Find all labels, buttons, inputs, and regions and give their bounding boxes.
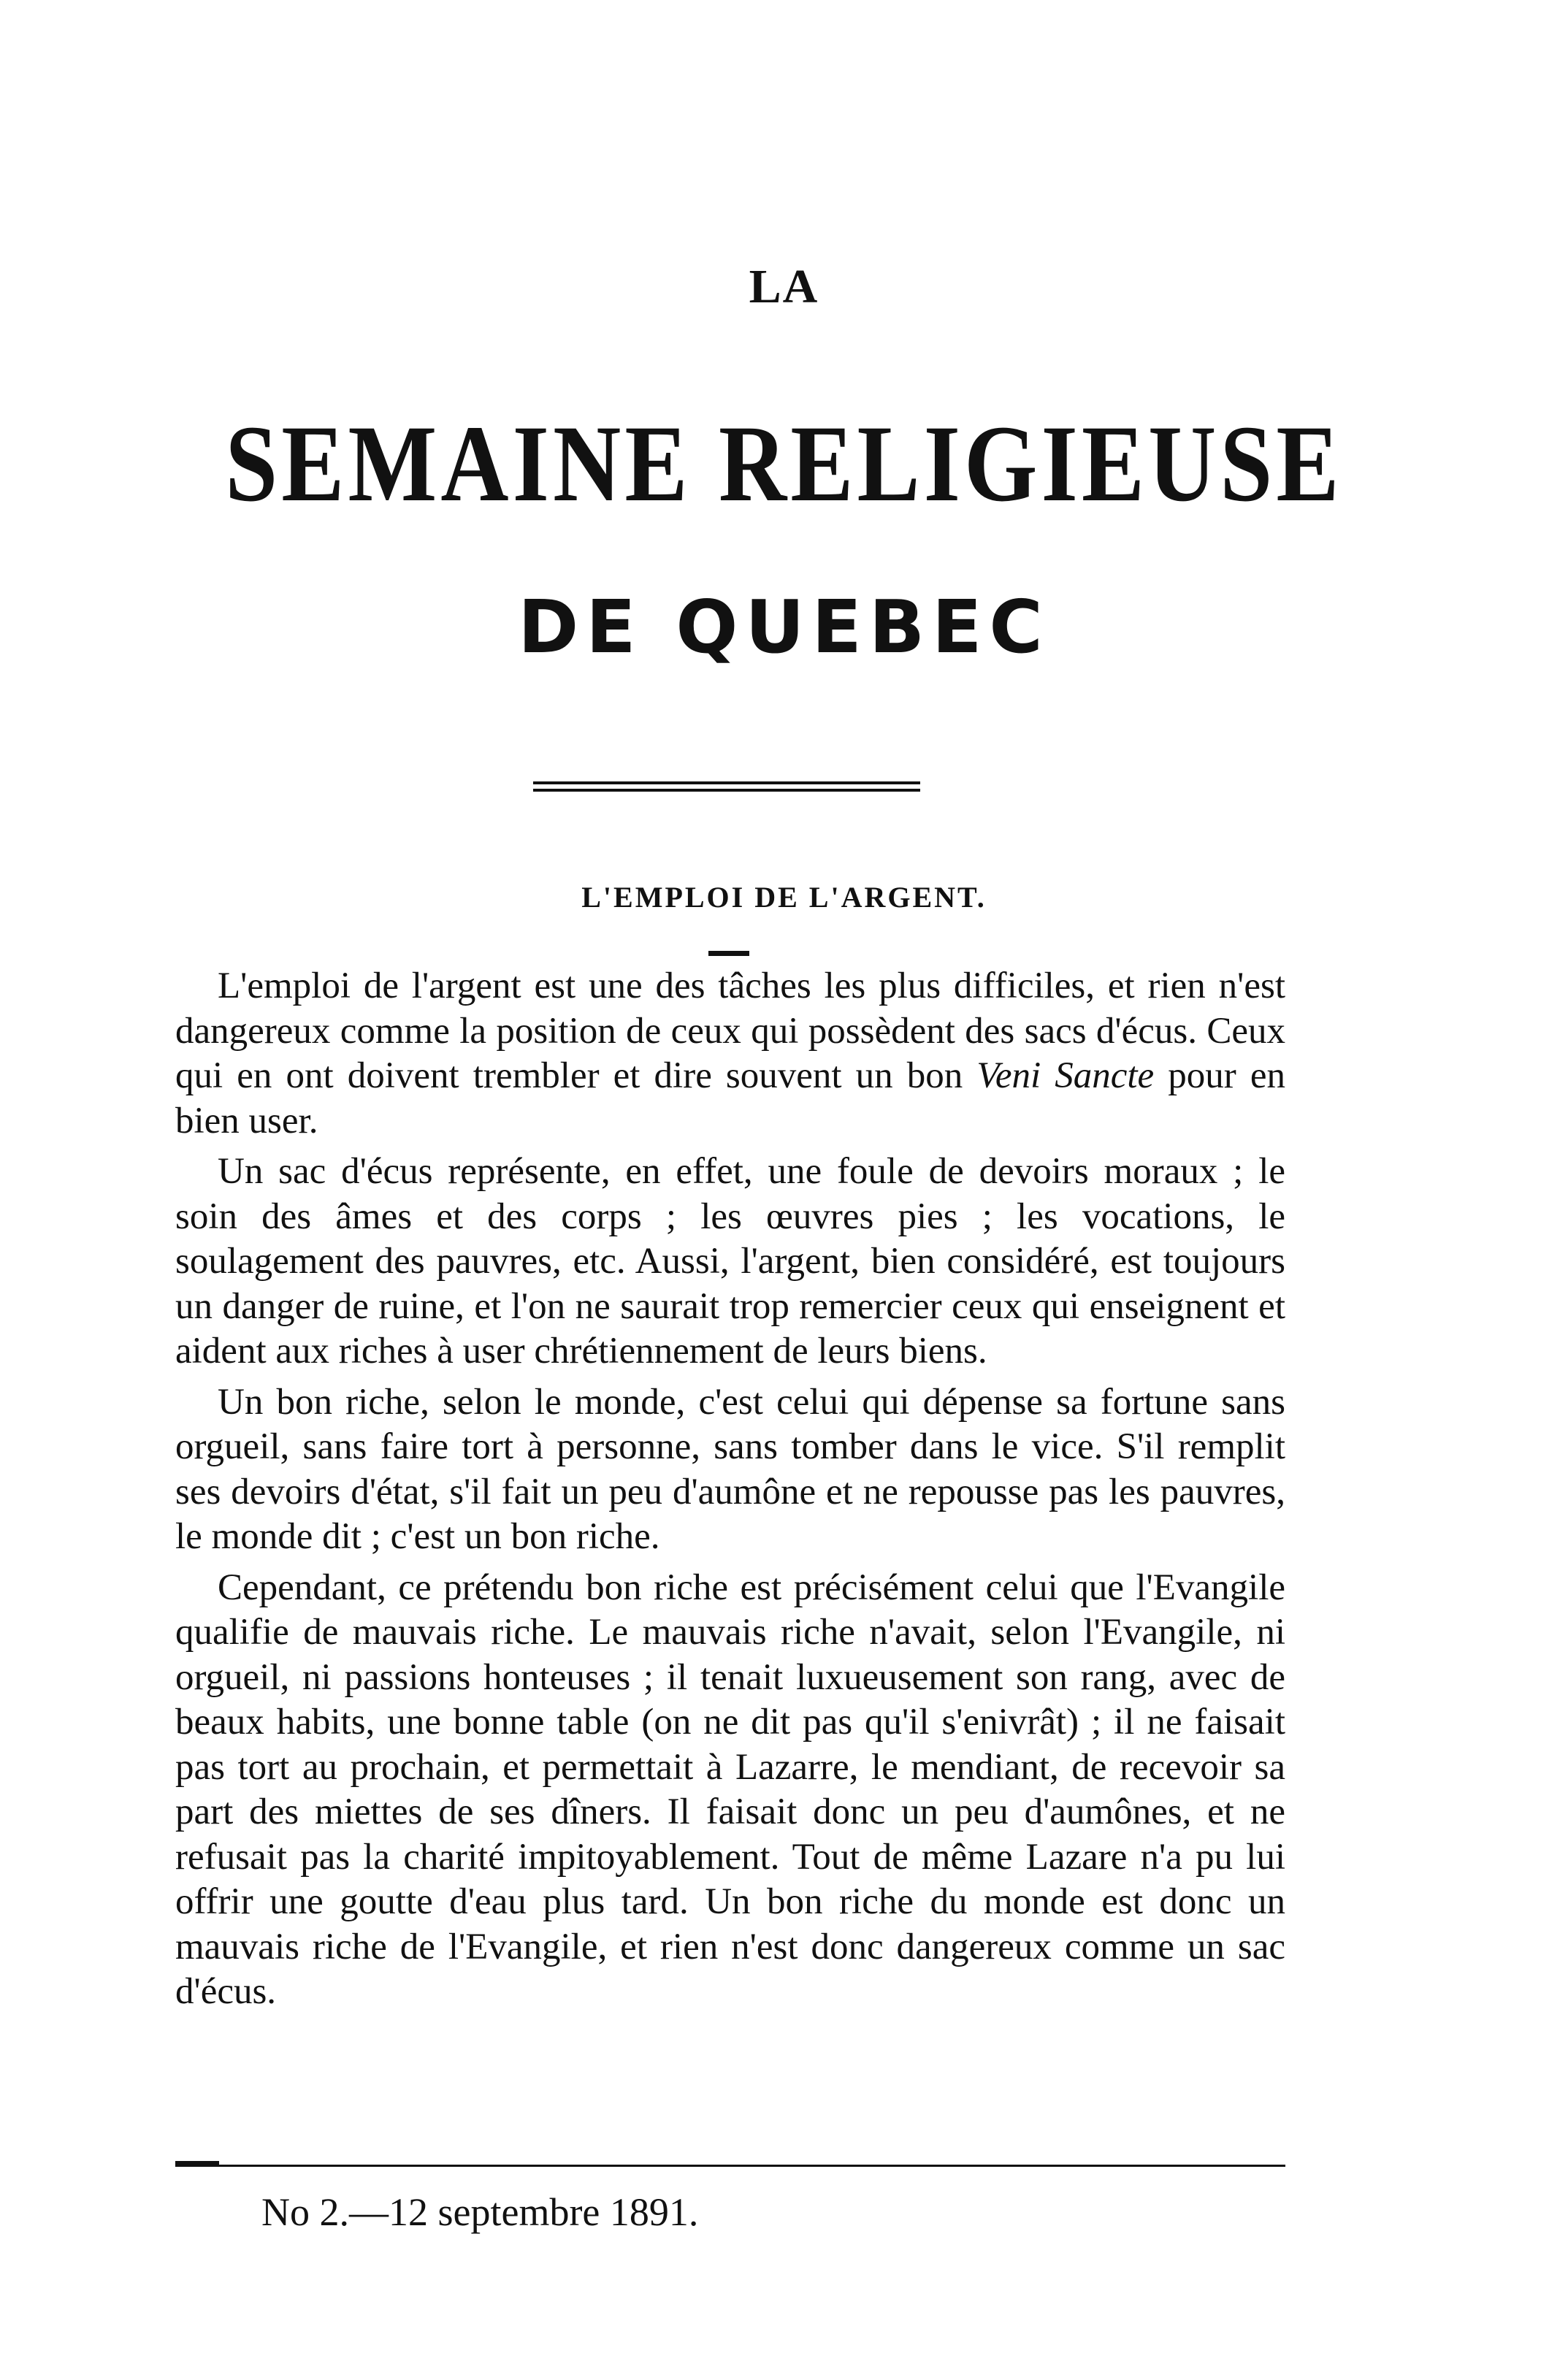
article-body (175, 964, 1285, 2021)
issue-footer: No 2.—12 septembre 1891. (261, 2190, 699, 2234)
footer-rule (175, 2165, 1285, 2167)
masthead-title: SEMAINE RELIGIEUSE (225, 403, 1343, 524)
paragraph-1-end: pour en bien user. (175, 1055, 1286, 1141)
paragraph-4: Cependant, ce prétendu bon riche est précisément celui que l'Evangile qualifie de mauvais riche. Le mauvais riche n'avait, selon l'Evangile, ni orgueil, ni passions honteuses ; il tenait luxueusement son rang, avec de beaux habits, une bonne table (on ne dit pas qu'il s'enivrât) ; il ne faisait pas tort au prochain, et permettait à Lazarre, le mendiant, de recevoir sa part des miettes de ses dîners. Il faisait donc un peu d'aumônes, et ne refusait pas la charité impitoyablement. Tout de même Lazare n'a pu lui offrir une goutte d'eau plus tard. Un bon riche du monde est donc un mauvais riche de l'Evangile, et rien n'est donc dangereux comme un sac d'écus. (175, 1567, 1285, 2012)
article-heading: L'EMPLOI DE L'ARGENT. (581, 881, 987, 914)
heading-dash (708, 951, 749, 956)
paragraph-3: Un bon riche, selon le monde, c'est celui qui dépense sa fortune sans orgueil, sans faire tort à personne, sans tomber dans le vice. S'il remplit ses devoirs d'état, s'il fait un peu d'aumône et ne repousse pas les pauvres, le monde dit ; c'est un bon riche. (175, 1381, 1285, 1557)
paragraph-1-italic: Veni Sancte (976, 1055, 1155, 1096)
paragraph-1 (175, 964, 1285, 1144)
paragraph-2: Un sac d'écus représente, en effet, une foule de devoirs moraux ; le soin des âmes et des corps ; les œuvres pies ; les vocations, le soulagement des pauvres, etc. Aussi, l'argent, bien considéré, est toujours un danger de ruine, et l'on ne saurait trop remercier ceux qui enseignent et aident aux riches à user chrétiennement de leurs biens. (175, 1151, 1285, 1372)
paragraph-1-start: L'emploi de l'argent est une des tâches les plus difficiles, et rien n'est dangereux comme la position de ceux qui possèdent des sacs d'écus. Ceux qui en ont doivent trembler et dire souvent un bon (175, 965, 1285, 1096)
double-rule-divider (533, 781, 920, 792)
masthead-subtitle: DE QUEBEC (518, 584, 1050, 670)
masthead-la: LA (749, 260, 819, 313)
